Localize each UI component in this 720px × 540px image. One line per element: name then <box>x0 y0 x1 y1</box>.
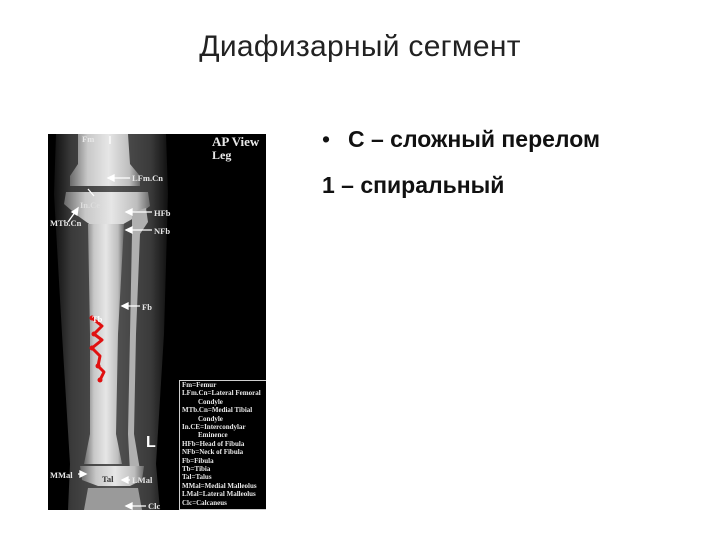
legend-item: Condyle <box>198 397 223 406</box>
bullet-list <box>322 120 712 212</box>
label-tb: Tb <box>92 314 103 324</box>
legend-item: Condyle <box>198 414 223 423</box>
label-ince: In.Ce <box>80 200 101 210</box>
legend-item: LMal=Lateral Malleolus <box>182 490 256 499</box>
side-marker: L <box>146 434 156 451</box>
legend-item: In.CE=Intercondylar <box>182 423 246 432</box>
legend-item: Tb=Tibia <box>182 465 211 474</box>
label-clc: Clc <box>148 501 161 510</box>
legend-item: MTb.Cn=Medial Tibial <box>182 406 253 415</box>
view-title: AP View <box>212 134 260 149</box>
label-lfmcn: LFm.Cn <box>132 173 163 183</box>
legend-box <box>179 380 266 510</box>
legend-item: MMal=Medial Malleolus <box>182 481 257 490</box>
legend-item: Tal=Talus <box>182 473 212 482</box>
label-mmal: MMal <box>50 470 73 480</box>
legend-item: Fm=Femur <box>182 381 217 389</box>
legend-item: Eminence <box>198 431 228 440</box>
bullet-text: С – сложный перелом <box>348 126 600 152</box>
slide-title: Диафизарный сегмент <box>199 30 521 63</box>
calcaneus-shape <box>84 488 142 510</box>
legend-item: NFb=Neck of Fibula <box>182 448 244 457</box>
legend-item: LFm.Cn=Lateral Femoral <box>182 389 261 398</box>
legend-item: Clc=Calcaneus <box>182 498 227 507</box>
bullet-item <box>322 166 712 212</box>
label-mtbcn: MTb.Cn <box>50 218 82 228</box>
label-lmal: LMal <box>132 475 153 485</box>
label-fb: Fb <box>142 302 152 312</box>
label-tal: Tal <box>102 474 114 484</box>
xray-image <box>48 134 266 510</box>
bullet-marker: • <box>322 126 331 152</box>
label-hfb: HFb <box>154 208 171 218</box>
label-fm: Fm <box>82 134 95 144</box>
view-subtitle: Leg <box>212 148 232 162</box>
legend-item: HFb=Head of Fibula <box>182 439 245 448</box>
label-nfb: NFb <box>154 226 171 236</box>
bullet-text: 1 – спиральный <box>322 172 505 198</box>
bullet-item <box>322 120 712 166</box>
legend-item: Fb=Fibula <box>182 456 214 465</box>
